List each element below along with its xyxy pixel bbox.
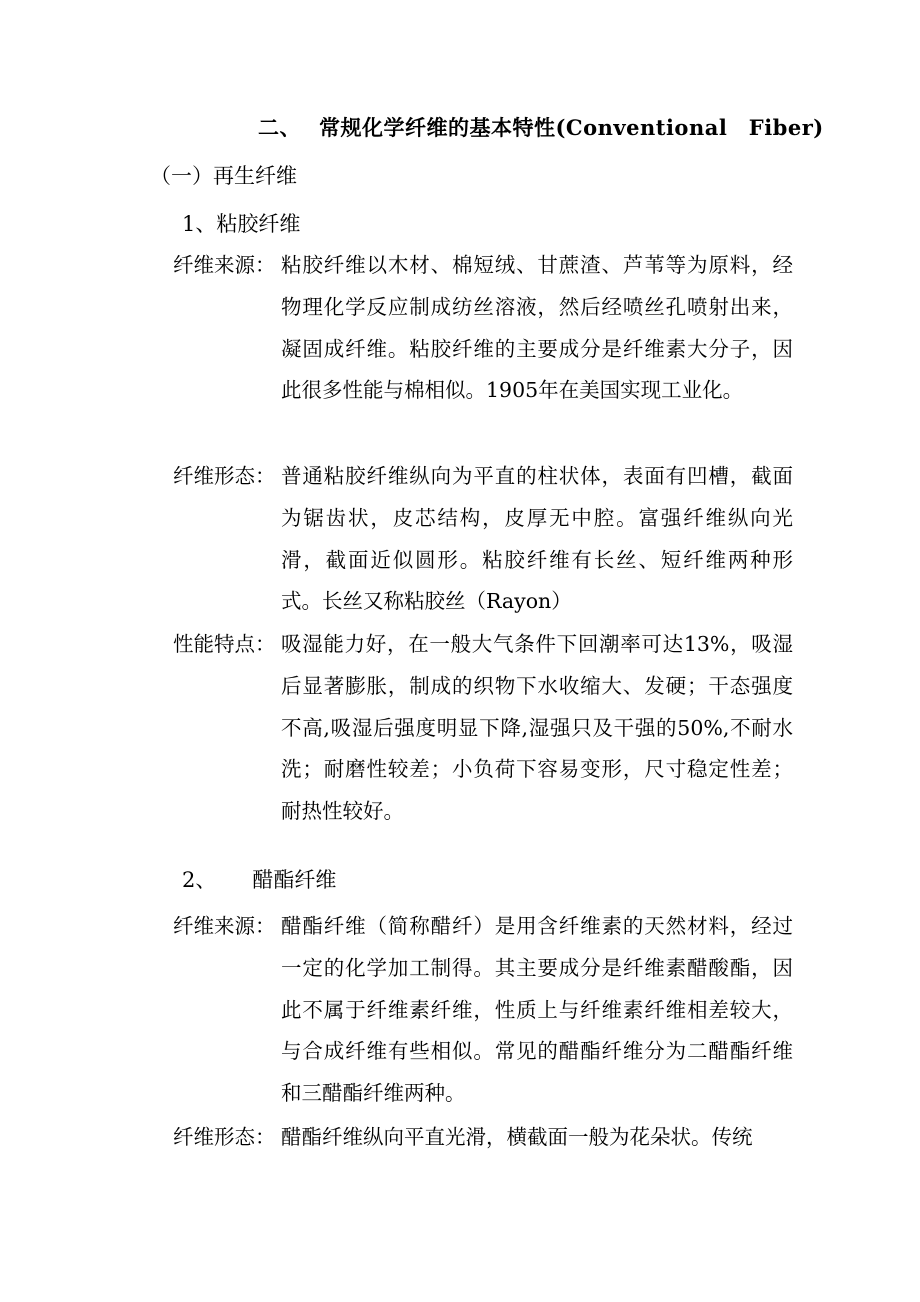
fiber-heading-viscose: 1、粘胶纤维	[182, 212, 301, 236]
entry-text: 醋酯纤维纵向平直光滑，横截面一般为花朵状。传统	[281, 1125, 753, 1149]
entry-text: 醋酯纤维（简称醋纤）是用含纤维素的天然材料，经过一定的化学加工制得。其主要成分是纤维素醋酸酯，因此不属于纤维素纤维，性质上与纤维素纤维相差较大，与合成纤维有些相似。常见的醋酯纤维分为二醋酯纤维和三醋酯纤维两种。	[281, 914, 793, 1106]
fiber-heading-title: 醋酯纤维	[252, 868, 337, 892]
fiber-heading-number: 2、	[182, 868, 217, 892]
entry-text: 普通粘胶纤维纵向为平直的柱状体，表面有凹槽，截面为锯齿状，皮芯结构，皮厚无中腔。富强纤维纵向光滑，截面近似圆形。粘胶纤维有长丝、短纤维两种形式。长丝又称粘胶丝（Rayon）	[281, 464, 793, 614]
entry-acetate-morphology	[173, 1117, 793, 1159]
entry-label: 性能特点：	[173, 632, 276, 656]
section-title	[258, 112, 824, 142]
entry-label: 纤维形态：	[173, 464, 276, 488]
entry-viscose-morphology	[173, 456, 793, 623]
entry-label: 纤维来源：	[173, 914, 276, 938]
subsection-heading: （一）再生纤维	[150, 164, 297, 188]
entry-viscose-source	[173, 245, 793, 412]
section-number: 二、	[258, 115, 301, 140]
fiber-heading-acetate	[182, 864, 336, 894]
entry-viscose-properties	[173, 624, 793, 833]
section-title-text: 常规化学纤维的基本特性(Conventional Fiber)	[319, 115, 824, 140]
entry-text: 粘胶纤维以木材、棉短绒、甘蔗渣、芦苇等为原料，经物理化学反应制成纺丝溶液，然后经喷丝孔喷射出来，凝固成纤维。粘胶纤维的主要成分是纤维素大分子，因此很多性能与棉相似。1905年在美国实现工业化。	[281, 253, 793, 403]
entry-text: 吸湿能力好，在一般大气条件下回潮率可达13%，吸湿后显著膨胀，制成的织物下水收缩大、发硬；干态强度不高,吸湿后强度明显下降,湿强只及干强的50%,不耐水洗；耐磨性较差；小负荷下容易变形，尺寸稳定性差；耐热性较好。	[281, 632, 793, 824]
entry-label: 纤维来源：	[173, 253, 276, 277]
entry-acetate-source	[173, 906, 793, 1115]
entry-label: 纤维形态：	[173, 1125, 276, 1149]
